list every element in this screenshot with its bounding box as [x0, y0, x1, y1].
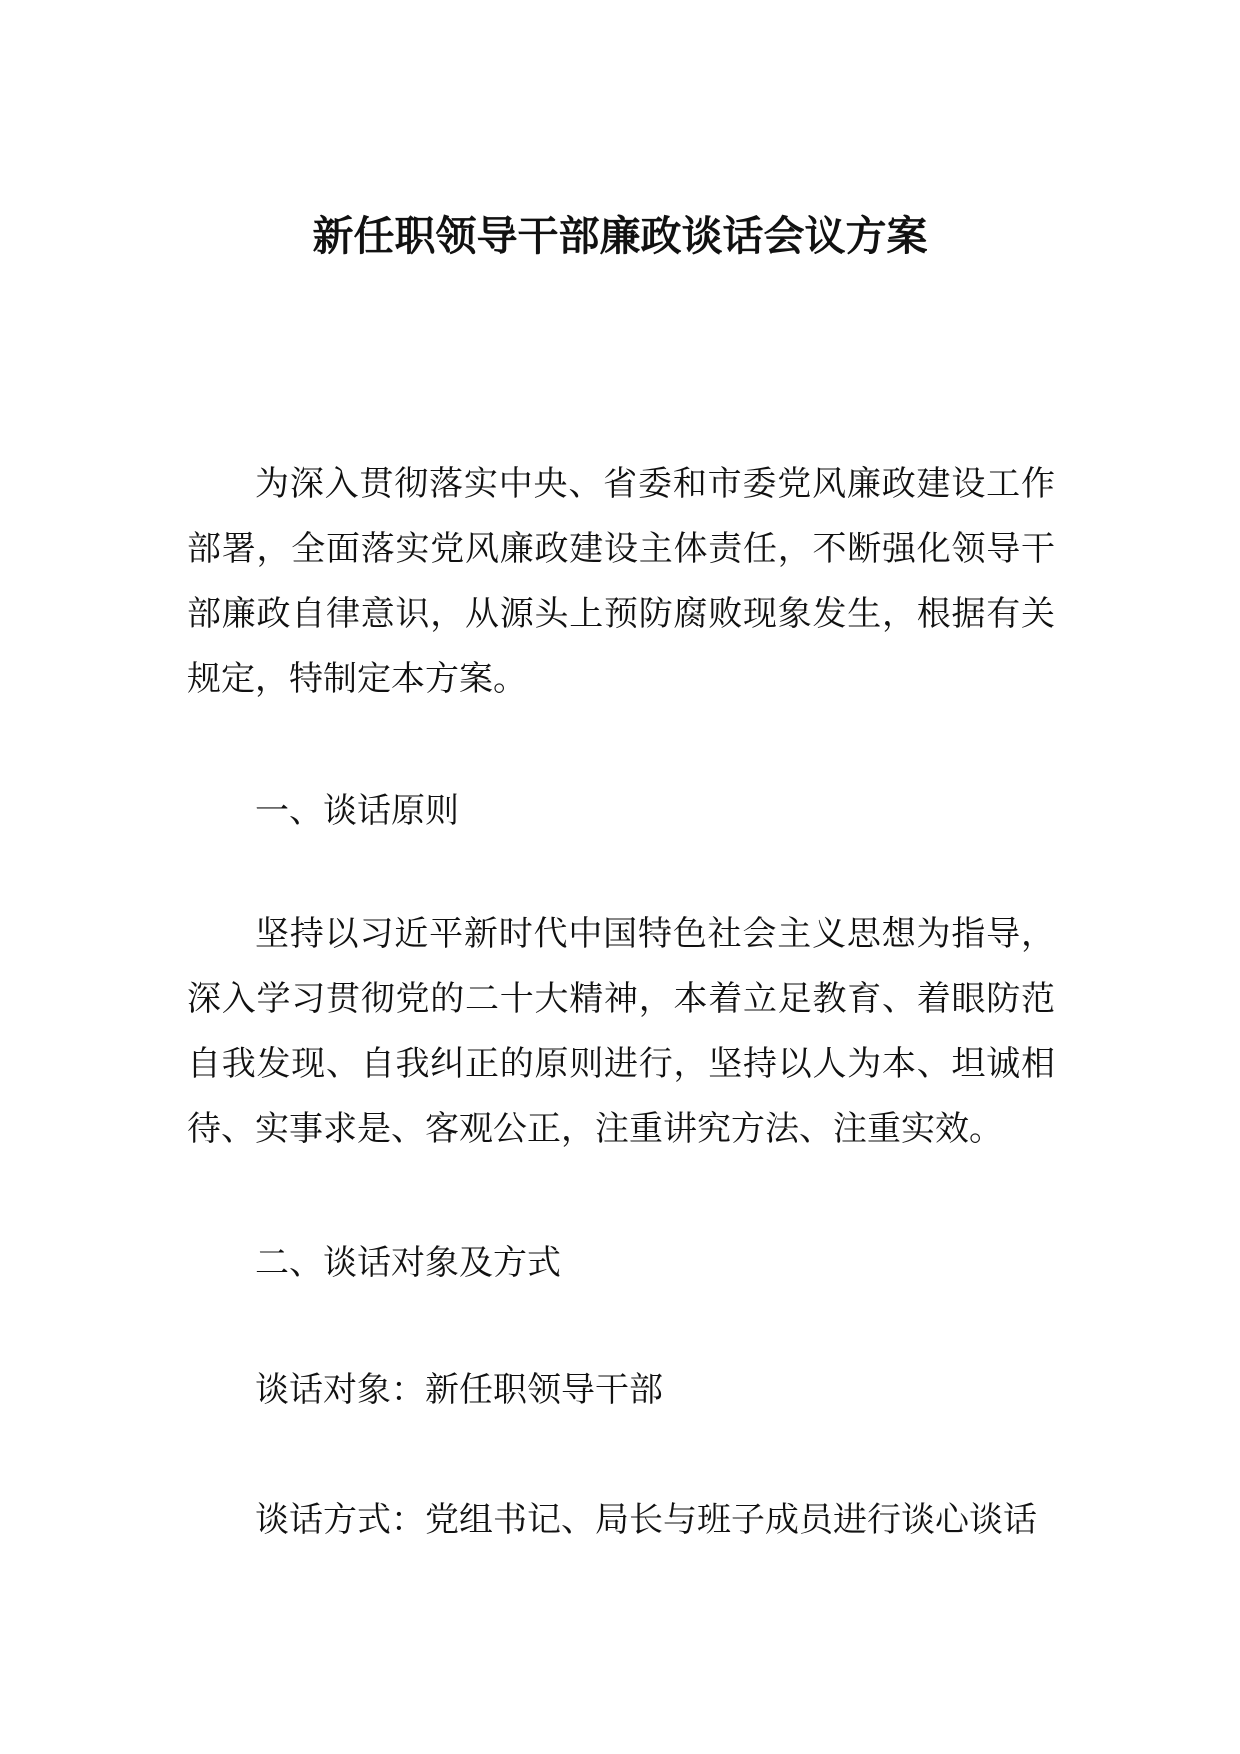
principles-paragraph: 坚持以习近平新时代中国特色社会主义思想为指导，深入学习贯彻党的二十大精神，本着立足教育、着眼防范自我发现、自我纠正的原则进行，坚持以人为本、坦诚相待、实事求是、客观公正，注重讲究方法、注重实效。	[187, 914, 1055, 1149]
intro-paragraph: 为深入贯彻落实中央、省委和市委党风廉政建设工作部署，全面落实党风廉政建设主体责任，不断强化领导干部廉政自律意识，从源头上预防腐败现象发生，根据有关规定，特制定本方案。	[187, 464, 1055, 699]
section-heading-principles: 一、谈话原则	[255, 791, 459, 831]
section-heading-targets-methods: 二、谈话对象及方式	[255, 1243, 561, 1283]
document-title: 新任职领导干部廉政谈话会议方案	[312, 212, 928, 260]
talk-method-line: 谈话方式：党组书记、局长与班子成员进行谈心谈话	[255, 1500, 1037, 1540]
talk-target-line: 谈话对象：新任职领导干部	[255, 1370, 663, 1410]
